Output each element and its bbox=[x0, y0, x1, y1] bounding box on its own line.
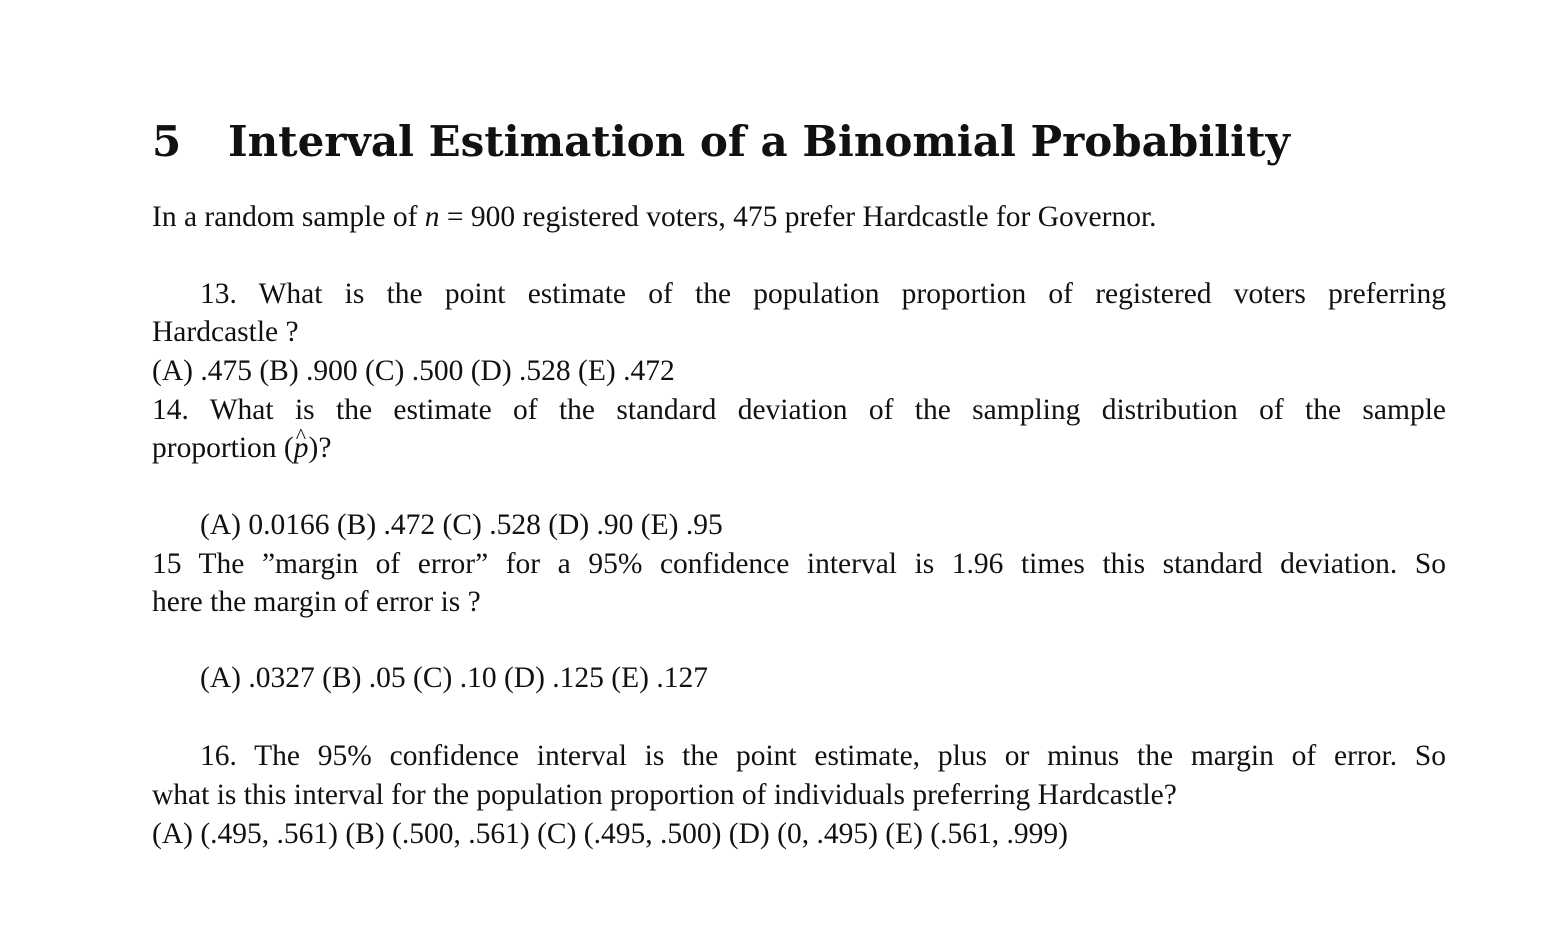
section-heading bbox=[152, 114, 1290, 170]
p-hat-symbol: ^ p bbox=[294, 429, 309, 467]
question-14-line-2 bbox=[152, 429, 1446, 467]
question-14-line-2-suffix: )? bbox=[308, 432, 332, 464]
question-16-line-2: what is this interval for the population proportion of individuals preferring Hardcastle? bbox=[152, 779, 1177, 811]
question-16-options: (A) (.495, .561) (B) (.500, .561) (C) (.495, .500) (D) (0, .495) (E) (.561, .999) bbox=[152, 818, 1068, 850]
question-15-line-1: 15 The ”margin of error” for a 95% confidence interval is 1.96 times this standard deviation. So bbox=[152, 548, 1446, 580]
question-13-line-2: Hardcastle ? bbox=[152, 316, 299, 348]
intro-paragraph bbox=[152, 198, 1446, 236]
section-title: Interval Estimation of a Binomial Probability bbox=[228, 117, 1290, 166]
intro-suffix: = 900 registered voters, 475 prefer Hardcastle for Governor. bbox=[439, 201, 1157, 233]
question-15-line-2: here the margin of error is ? bbox=[152, 586, 481, 618]
intro-variable: n bbox=[424, 201, 440, 233]
question-14-line-2-prefix: proportion ( bbox=[152, 432, 294, 464]
question-15-options: (A) .0327 (B) .05 (C) .10 (D) .125 (E) .127 bbox=[200, 662, 708, 694]
intro-prefix: In a random sample of bbox=[152, 201, 425, 233]
question-16-line-1: 16. The 95% confidence interval is the point estimate, plus or minus the margin of error. So bbox=[200, 740, 1446, 772]
question-13-line-1: 13. What is the point estimate of the population proportion of registered voters preferring bbox=[200, 278, 1446, 310]
question-13-options: (A) .475 (B) .900 (C) .500 (D) .528 (E) .472 bbox=[152, 355, 675, 387]
section-number: 5 bbox=[152, 117, 182, 166]
question-14-line-1: 14. What is the estimate of the standard deviation of the sampling distribution of the sample bbox=[152, 394, 1446, 426]
question-14-options: (A) 0.0166 (B) .472 (C) .528 (D) .90 (E) .95 bbox=[200, 509, 723, 541]
